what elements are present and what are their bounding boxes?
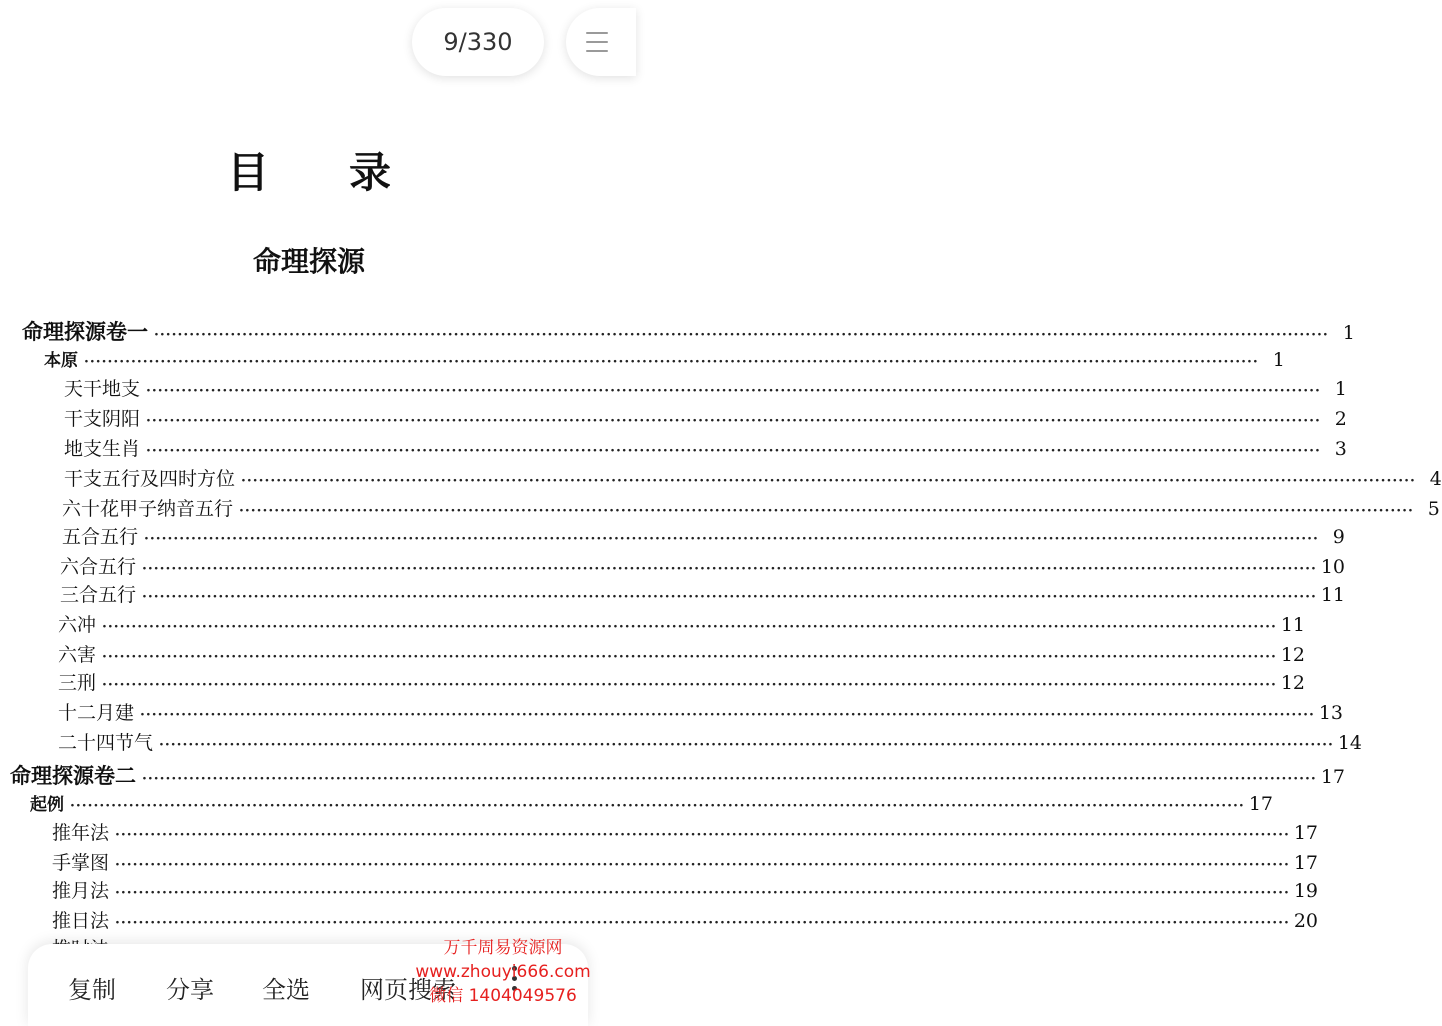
toc-entry-page: 3 [1334, 438, 1347, 460]
toc-entry-page: 5 [1427, 498, 1440, 520]
menu-icon [586, 32, 608, 52]
toc-leader-dots: ········································································································································································································ [115, 827, 1290, 843]
toc-entry-page: 4 [1429, 468, 1442, 490]
toc-entry[interactable] [22, 316, 1355, 346]
toc-entry[interactable] [58, 640, 1306, 667]
toc-entry-page: 9 [1332, 526, 1345, 548]
toc-entry-label: 手掌图 [52, 852, 110, 874]
menu-button[interactable] [566, 8, 636, 76]
toc-entry[interactable] [52, 818, 1319, 845]
toc-entry[interactable] [52, 906, 1319, 933]
toc-entry-label: 六十花甲子纳音五行 [62, 498, 234, 520]
toc-leader-dots: ········································································································································································································ [102, 649, 1277, 665]
toc-entry-page: 20 [1293, 910, 1319, 932]
toc-entry[interactable] [64, 434, 1347, 461]
toc-leader-dots: ········································································································································································································ [146, 413, 1321, 429]
toc-entry[interactable] [58, 610, 1306, 637]
toc-entry-label: 三合五行 [60, 584, 137, 606]
toc-entry-label: 十二月建 [58, 702, 135, 724]
watermark-wechat: 微信 1404049576 [429, 986, 577, 1006]
toc-entry-label: 命理探源卷二 [10, 764, 136, 788]
toc-leader-dots: ········································································································································································································ [102, 619, 1277, 635]
toc-entry-page: 2 [1334, 408, 1347, 430]
toc-entry-label: 六合五行 [60, 556, 137, 578]
toc-entry[interactable] [64, 464, 1442, 491]
copy-button[interactable]: 复制 [68, 976, 116, 1004]
watermark-url: www.zhouyi666.com [415, 962, 591, 982]
toc-leader-dots: ········································································································································································································ [144, 531, 1319, 547]
toc-leader-dots: ········································································································································································································ [146, 383, 1321, 399]
toc-entry-label: 干支五行及四时方位 [64, 468, 236, 490]
toc-entry-label: 地支生肖 [64, 438, 141, 460]
toc-entry-label: 六冲 [58, 614, 97, 636]
toc-entry-page: 14 [1337, 732, 1363, 754]
toc-entry-label: 五合五行 [62, 526, 139, 548]
toc-leader-dots: ········································································································································································································ [102, 677, 1277, 693]
web-search-button[interactable]: 网页搜索 [360, 976, 456, 1004]
toc-leader-dots: ········································································································································································································ [142, 561, 1317, 577]
toc-entry[interactable] [60, 552, 1346, 579]
page-indicator-text: 9/330 [443, 28, 513, 56]
toc-entry-page: 17 [1293, 822, 1319, 844]
toc-entry[interactable] [58, 668, 1306, 695]
toc-entry-label: 推年法 [52, 822, 110, 844]
toc-entry-label: 天干地支 [64, 378, 141, 400]
toc-leader-dots: ········································································································································································································ [146, 443, 1321, 459]
book-title: 命理探源 [252, 245, 365, 278]
toc-entry-page: 17 [1248, 793, 1273, 815]
page-indicator[interactable] [412, 8, 544, 76]
toc-entry[interactable] [58, 698, 1344, 725]
toc-entry[interactable] [58, 728, 1363, 755]
toc-entry-label: 起例 [30, 795, 64, 815]
toc-entry-label: 六害 [58, 644, 97, 666]
toc-entry[interactable] [60, 580, 1346, 607]
toc-leader-dots: ········································································································································································································ [115, 915, 1290, 931]
toc-entry[interactable] [52, 848, 1319, 875]
toc-leader-dots: ········································································································································································································ [115, 857, 1290, 873]
toc-entry-page: 12 [1280, 672, 1306, 694]
toc-leader-dots: ········································································································································································································ [115, 885, 1290, 901]
toc-entry[interactable] [64, 374, 1347, 401]
toc-leader-dots: ········································································································································································································ [140, 707, 1315, 723]
toc-entry-label: 二十四节气 [58, 732, 154, 754]
toc-entry[interactable] [44, 346, 1285, 371]
toc-leader-dots: ········································································································································································································ [241, 473, 1416, 489]
toc-entry-label: 干支阴阳 [64, 408, 141, 430]
toc-entry[interactable] [62, 494, 1440, 521]
share-button[interactable]: 分享 [166, 976, 214, 1004]
toc-entry-label: 推日法 [52, 910, 110, 932]
toc-leader-dots: ········································································································································································································ [159, 737, 1334, 753]
toc-entry-label: 命理探源卷一 [22, 320, 148, 344]
toc-entry-page: 11 [1320, 584, 1346, 606]
toc-leader-dots: ········································································································································································································ [84, 354, 1259, 370]
toc-entry[interactable] [62, 522, 1345, 549]
toc-leader-dots: ········································································································································································································ [154, 327, 1329, 343]
toc-entry-page: 17 [1293, 852, 1319, 874]
toc-entry[interactable] [64, 404, 1347, 431]
toc-entry-page: 1 [1342, 322, 1355, 344]
toc-entry-page: 1 [1334, 378, 1347, 400]
toc-leader-dots: ········································································································································································································ [239, 503, 1414, 519]
watermark-title: 万千周易资源网 [443, 938, 563, 958]
toc-entry-page: 10 [1320, 556, 1346, 578]
toc-title: 目录 [226, 148, 471, 197]
toc-leader-dots: ········································································································································································································ [142, 589, 1317, 605]
toc-leader-dots: ········································································································································································································ [70, 798, 1245, 814]
toc-entry[interactable] [52, 876, 1319, 903]
select-all-button[interactable]: 全选 [262, 976, 310, 1004]
toc-entry-page: 13 [1318, 702, 1344, 724]
toc-leader-dots: ········································································································································································································ [142, 771, 1317, 787]
toc-entry-label: 本原 [44, 351, 78, 371]
toc-entry-page: 1 [1272, 349, 1285, 371]
toc-entry[interactable] [30, 790, 1273, 815]
toc-entry-label: 推月法 [52, 880, 110, 902]
toc-entry-page: 12 [1280, 644, 1306, 666]
toc-entry-page: 17 [1320, 766, 1345, 788]
toc-entry[interactable] [10, 760, 1345, 790]
toc-entry-label: 三刑 [58, 672, 97, 694]
toc-entry-page: 11 [1280, 614, 1306, 636]
toc-entry-page: 19 [1293, 880, 1319, 902]
